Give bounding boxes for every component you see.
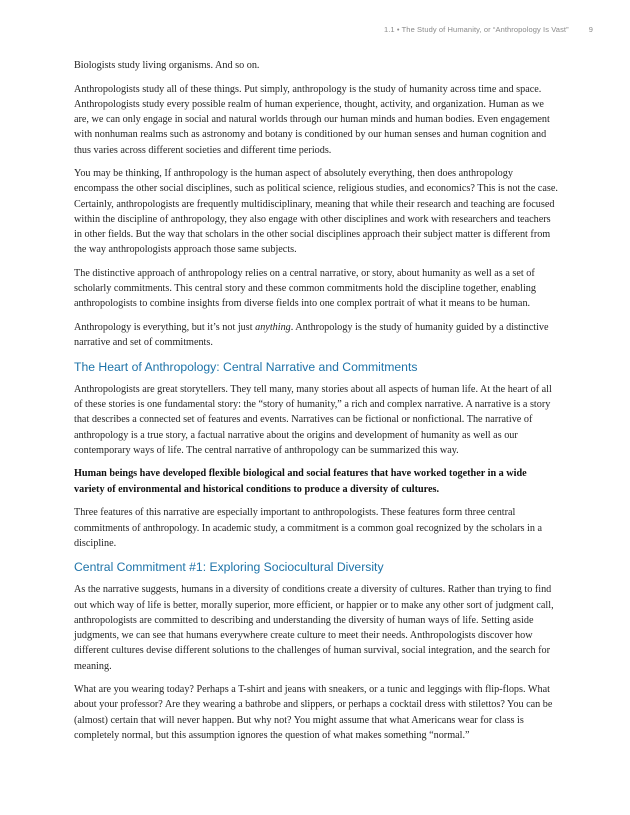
running-header — [384, 25, 593, 34]
page-number: 9 — [588, 25, 593, 34]
paragraph-text: Anthropology is everything, but it’s not just — [74, 322, 256, 334]
paragraph-great-storytellers: Anthropologists are great storytellers. They tell many, many stories about all aspects of human life. At the heart of all of these stories is one fundamental story: the “story of humanity,” a rich and complex narrative. A narrative is a story that describes a connected set of features and events. Narratives can be fictional or nonfictional. The narrative of anthropology is a true story, a factual narrative about the origins and development of humanity as well as our contemporary ways of life. The central narrative of anthropology can be summarized this way. — [74, 383, 552, 456]
section-heading-heart-of-anthropology: The Heart of Anthropology: Central Narrative and Commitments — [74, 359, 418, 374]
paragraph-biologists: Biologists study living organisms. And so on. — [74, 60, 260, 71]
paragraph-narrative-suggests: As the narrative suggests, humans in a diversity of conditions create a diversity of cultures. Rather than trying to find out which way of life is better, morally superior, more efficient, or happier or to make any other sort of judgment call, anthropologists are committed to describing and understanding the diversity of human ways of life. Setting aside judgments, we can see that humans everywhere create culture to meet their needs. Anthropologists discover how different cultures devise different solutions to the challenges of human survival, social integration, and the search for meaning. — [74, 584, 554, 672]
paragraph-distinctive-approach: The distinctive approach of anthropology relies on a central narrative, or story, about humanity as well as a set of scholarly commitments. This central story and these common commitments hold the discipline together, enabling anthropologists to combine insights from diverse fields into one complex portrait of what it means to be human. — [74, 267, 536, 310]
paragraph-text: . Anthropology is the study of humanity guided by a distinctive narrative and set of commitments. — [74, 322, 549, 349]
paragraph-anthropologists-study: Anthropologists study all of these things. Put simply, anthropology is the study of humanity across time and space. Anthropologists study every possible realm of human experience, thought, activity, and organization. Human as we are, we can only engage in social and natural worlds through our human minds and human bodies. Even engagement with nonhuman realms such as astronomy and botany is conditioned by our human senses and human cognition and thus varies across different societies and different time periods. — [74, 83, 550, 156]
running-title: 1.1 • The Study of Humanity, or “Anthropology Is Vast” — [383, 25, 569, 34]
section-heading-central-commitment-1: Central Commitment #1: Exploring Sociocultural Diversity — [74, 560, 384, 575]
page-body — [74, 58, 558, 752]
paragraph-you-may-be-thinking: You may be thinking, If anthropology is the human aspect of absolutely everything, then does anthropology encompass the other social disciplines, such as political science, religious studies, and economics? This is not the case. Certainly, anthropologists are frequently multidisciplinary, meaning that while their research and teaching are focused within the discipline of anthropology, they also engage with other disciplines and work with researchers and teachers in other fields. But the way that scholars in the other social disciplines approach their subject matter is different from the way anthropologists approach those same subjects. — [74, 168, 558, 256]
emphasis-anything: anything — [255, 322, 291, 334]
paragraph-three-features: Three features of this narrative are especially important to anthropologists. These features form three central commitments of anthropology. In academic study, a commitment is a common goal recognized by the scholars in a discipline. — [74, 507, 543, 549]
paragraph-what-are-you-wearing: What are you wearing today? Perhaps a T-shirt and jeans with sneakers, or a tunic and leggings with flip-flops. What about your professor? Are they wearing a bathrobe and slippers, or perhaps a cocktail dress with stilettos? You can be (almost) certain that will never happen. But why not? You might assume that what Americans wear for class is completely normal, but this assumption ignores the question of what makes something “normal.” — [74, 684, 553, 741]
paragraph-anthropology-is-everything — [74, 320, 558, 350]
central-narrative-statement: Human beings have developed flexible biological and social features that have worked together in a wide variety of environmental and historical conditions to produce a diversity of cultures. — [74, 468, 527, 495]
